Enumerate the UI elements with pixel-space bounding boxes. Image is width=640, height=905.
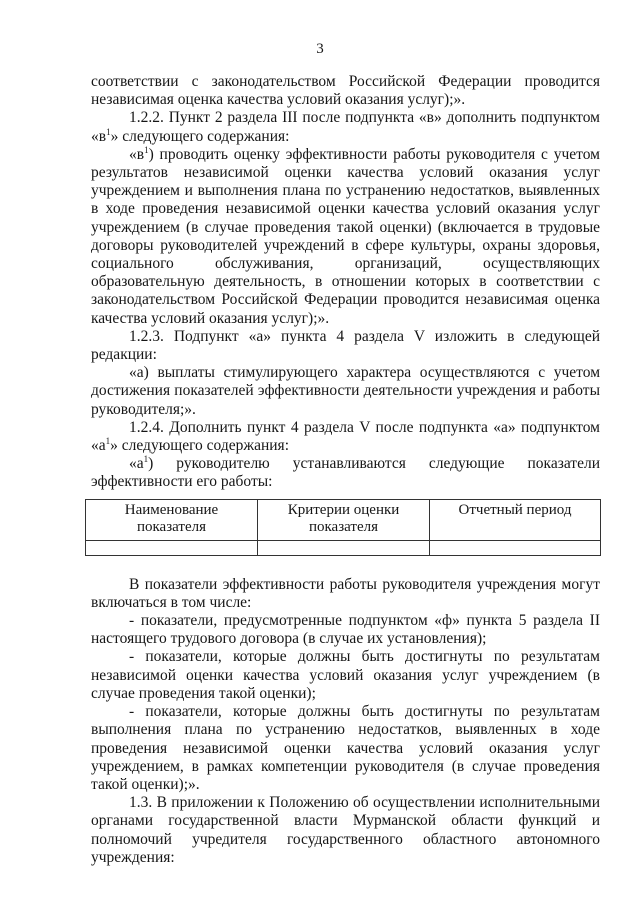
table-row — [86, 540, 601, 555]
table-cell — [86, 540, 258, 555]
paragraph-subpoint-a1-line1 — [91, 455, 600, 473]
text: » следующего содержания: — [110, 127, 290, 145]
paragraph-subpoint-a1-line2: эффективности его работы: — [91, 473, 273, 491]
paragraph-indicators-intro: В показатели эффективности работы руководителя учреждения могут включаться в том числе: — [91, 575, 600, 611]
text: ) руководителю устанавливаются следующие показатели — [148, 455, 600, 473]
text: «в — [129, 145, 145, 163]
paragraph-1-2-4 — [91, 419, 600, 455]
superscript: 1 — [105, 436, 111, 447]
superscript: 1 — [106, 126, 111, 137]
paragraph-1-2-3: 1.2.3. Подпункт «а» пункта 4 раздела V изложить в следующей редакции: — [91, 327, 600, 364]
list-item: - показатели, которые должны быть достигнуты по результатам независимой оценки качества условий оказания услуг учреждением (в случае проведения такой оценки); — [91, 648, 600, 702]
superscript: 1 — [143, 454, 149, 465]
paragraph-1-3: 1.3. В приложении к Положению об осуществлении исполнительными органами государственной власти Мурманской области функций и полномочий учредителя государственного областного автономного учреждения: — [91, 794, 600, 866]
document-body — [91, 73, 600, 867]
superscript: 1 — [144, 144, 149, 155]
table-header-cell: Наименование показателя — [86, 499, 258, 540]
table-cell — [258, 540, 430, 555]
text: 1.2.4. Дополнить пункт 4 раздела V после подпункта «а» подпунктом «а — [91, 418, 600, 455]
paragraph-continuation: соответствии с законодательством Российской Федерации проводится независимая оценка качества условий оказания услуг);». — [91, 73, 600, 109]
page-number: 3 — [316, 41, 324, 57]
table-cell — [430, 540, 601, 555]
text: «а — [129, 455, 144, 473]
paragraph-subpoint-a: «а) выплаты стимулирующего характера осуществляются с учетом достижения показателей эффективности деятельности учреждения и работы руководителя;». — [91, 364, 600, 418]
list-item: - показатели, предусмотренные подпунктом «ф» пункта 5 раздела II настоящего трудового договора (в случае их установления); — [91, 612, 600, 648]
spacer — [91, 556, 600, 576]
text: ) проводить оценку эффективности работы руководителя с учетом результатов независимой оценки качества условий оказания услуг учреждением и выполнения плана по устранению недостатков, выявленных в ходе проведения независимой оценки качества условий оказания услуг учреждением (в случае проведения такой оценки) (включается в трудовые договоры руководителей учреждений в сфере культуры, охраны здоровья, социального обслуживания, организаций, осуществляющих образовательную деятельность, в отношении которых в соответствии с законодательством Российской Федерации проводится независимая оценка качества условий оказания услуг);». — [91, 145, 600, 327]
paragraph-subpoint-v1 — [91, 146, 600, 328]
text: » следующего содержания: — [110, 437, 289, 455]
table-header-row — [86, 499, 601, 540]
table-header-cell: Критерии оценки показателя — [258, 499, 430, 540]
text: 1.2.2. Пункт 2 раздела III после подпункта «в» дополнить подпунктом «в — [91, 109, 600, 145]
paragraph-1-2-2 — [91, 109, 600, 145]
list-item: - показатели, которые должны быть достигнуты по результатам выполнения плана по устранению недостатков, выявленных в ходе проведения независимой оценки качества условий оказания услуг учреждением, в рамках компетенции руководителя (в случае проведения такой оценки);». — [91, 703, 600, 793]
table-header-cell: Отчетный период — [430, 499, 601, 540]
indicators-table — [85, 499, 601, 556]
